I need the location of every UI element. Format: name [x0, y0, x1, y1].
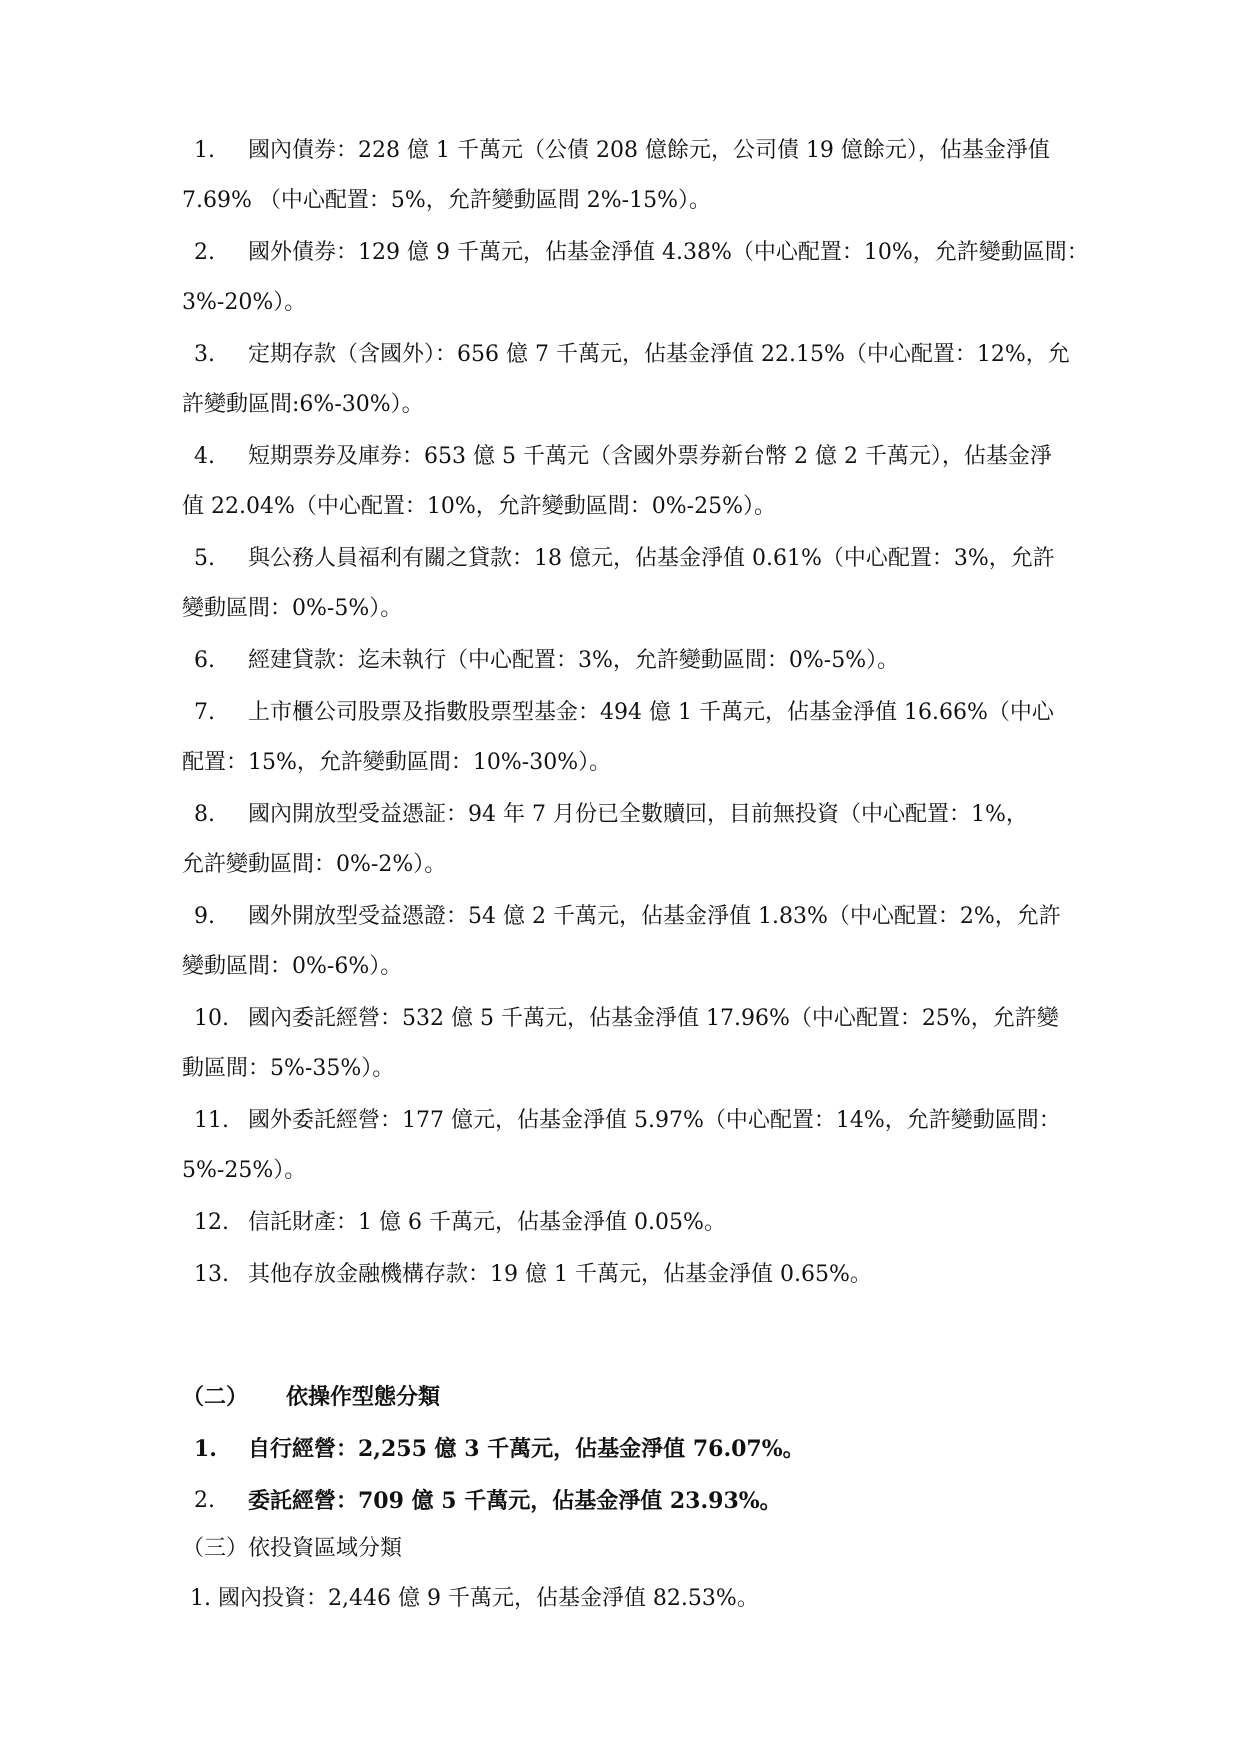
item-text-line2: 7.69% （中心配置：5%，允許變動區間 2%-15%）。 — [182, 188, 712, 213]
item-text-line1: 國內委託經營：532 億 5 千萬元，佔基金淨值 17.96%（中心配置：25%，允許變 — [248, 1006, 1059, 1031]
item-text: 委託經營：709 億 5 千萬元，佔基金淨值 23.93%。 — [248, 1488, 782, 1514]
item-number: 8. — [194, 802, 215, 827]
item-number: 1. — [194, 138, 215, 163]
item-text-line1: 經建貸款：迄未執行（中心配置：3%，允許變動區間：0%-5%）。 — [248, 648, 900, 673]
item-text-line1: 國外開放型受益憑證：54 億 2 千萬元，佔基金淨值 1.83%（中心配置：2%，允許 — [248, 904, 1061, 929]
item-text-line2: 動區間：5%-35%）。 — [182, 1056, 395, 1081]
item-text-line2: 變動區間：0%-5%）。 — [182, 596, 403, 621]
item-text-line2: 允許變動區間：0%-2%）。 — [182, 852, 447, 877]
item-text-line1: 上市櫃公司股票及指數股票型基金：494 億 1 千萬元，佔基金淨值 16.66%（中心 — [248, 700, 1054, 725]
item-text-line1: 國內開放型受益憑証：94 年 7 月份已全數贖回，目前無投資（中心配置：1%， — [248, 802, 1028, 827]
item-number: 10. — [194, 1006, 229, 1031]
item-number: 5. — [194, 546, 215, 571]
item-text-line1: 信託財產：1 億 6 千萬元，佔基金淨值 0.05%。 — [248, 1210, 726, 1235]
item-text-line1: 其他存放金融機構存款：19 億 1 千萬元，佔基金淨值 0.65%。 — [248, 1262, 872, 1287]
item-text-line2: 3%-20%）。 — [182, 290, 307, 315]
item-text-line2: 變動區間：0%-6%）。 — [182, 954, 403, 979]
section-heading: （三）依投資區域分類 — [182, 1536, 403, 1561]
item-number: 3. — [194, 342, 215, 367]
item-number: 9. — [194, 904, 215, 929]
item-number: 1. — [194, 1436, 217, 1462]
item-number: 6. — [194, 648, 215, 673]
item-number: 2. — [194, 240, 215, 265]
item-number: 2. — [194, 1488, 215, 1513]
section-heading-text: 依操作型態分類 — [286, 1384, 441, 1410]
item-text-line2: 值 22.04%（中心配置：10%，允許變動區間：0%-25%）。 — [182, 494, 777, 519]
item-number: 4. — [194, 444, 215, 469]
item-number: 12. — [194, 1210, 229, 1235]
item-text-line1: 定期存款（含國外）：656 億 7 千萬元，佔基金淨值 22.15%（中心配置：12%，允 — [248, 342, 1070, 367]
item-text-line2: 5%-25%）。 — [182, 1158, 307, 1183]
item-text-line1: 國外委託經營：177 億元，佔基金淨值 5.97%（中心配置：14%，允許變動區間： — [248, 1108, 1061, 1133]
item-number: 11. — [194, 1108, 229, 1133]
item-text-line1: 國外債券：129 億 9 千萬元，佔基金淨值 4.38%（中心配置：10%，允許變動區間： — [248, 240, 1089, 265]
item-text-line1: 國內債券：228 億 1 千萬元（公債 208 億餘元，公司債 19 億餘元），佔基金淨值 — [248, 138, 1050, 163]
list-item: 1. 國內投資：2,446 億 9 千萬元，佔基金淨值 82.53%。 — [190, 1586, 759, 1611]
item-text: 自行經營：2,255 億 3 千萬元，佔基金淨值 76.07%。 — [248, 1436, 805, 1462]
item-text-line1: 短期票券及庫券：653 億 5 千萬元（含國外票券新台幣 2 億 2 千萬元），佔基金淨 — [248, 444, 1052, 469]
section-heading-number: （二） — [182, 1384, 249, 1410]
item-number: 7. — [194, 700, 215, 725]
item-text-line1: 與公務人員福利有關之貸款：18 億元，佔基金淨值 0.61%（中心配置：3%，允許 — [248, 546, 1055, 571]
item-text-line2: 許變動區間:6%-30%）。 — [182, 392, 424, 417]
item-number: 13. — [194, 1262, 229, 1287]
section-heading — [182, 1382, 441, 1412]
item-text-line2: 配置：15%，允許變動區間：10%-30%）。 — [182, 750, 612, 775]
